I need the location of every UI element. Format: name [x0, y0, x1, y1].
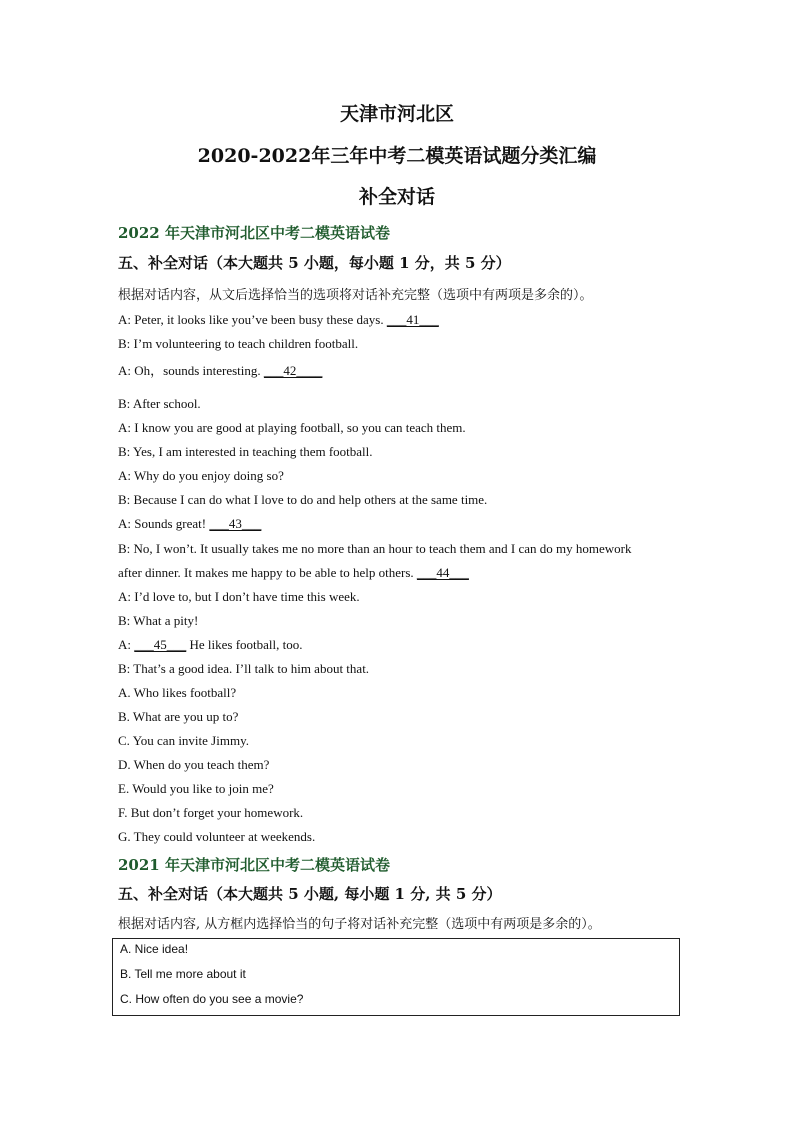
section-2022-question: 五、补全对话（本大题共 5 小题，每小题 1 分，共 5 分） [118, 254, 511, 272]
dialogue-text: B: Because I can do what I love to do and help others at the same time. [118, 492, 488, 507]
dialogue-text: B: What a pity! [118, 613, 199, 628]
dialogue-line [118, 420, 466, 436]
dialogue-text: A: Sounds great! [118, 516, 210, 531]
option-item: C. You can invite Jimmy. [118, 733, 249, 748]
dialogue-text: B: That’s a good idea. I’ll talk to him about that. [118, 661, 370, 676]
dialogue-line [118, 360, 322, 379]
dialogue-text: A: Peter, it looks like you’ve been busy these days. [118, 312, 387, 327]
dialogue-text: B: I’m volunteering to teach children football. [118, 336, 359, 351]
dialogue-text: A: [118, 637, 135, 652]
dialogue-line [118, 396, 201, 412]
section-2021-instruction: 根据对话内容, 从方框内选择恰当的句子将对话补充完整（选项中有两项是多余的）。 [118, 917, 601, 932]
section-2021-heading: 2021 年天津市河北区中考二模英语试卷 [118, 856, 390, 874]
dialogue-line [118, 637, 303, 653]
box-option: C. How often do you see a movie? [120, 992, 304, 1006]
option-item: D. When do you teach them? [118, 757, 270, 772]
dialogue-text: B: After school. [118, 396, 201, 411]
dialogue-line [118, 565, 469, 581]
option-item: A. Who likes football? [118, 685, 237, 700]
box-option: A. Nice idea! [120, 942, 189, 956]
answer-blank: ___44___ [416, 565, 469, 580]
option-item: E. Would you like to join me? [118, 781, 274, 796]
dialogue-line [118, 492, 487, 508]
option-item: B. What are you up to? [118, 709, 239, 724]
answer-blank: ___42____ [263, 363, 323, 378]
answer-blank: ___41___ [386, 312, 439, 327]
section-2022-instruction: 根据对话内容，从文后选择恰当的选项将对话补充完整（选项中有两项是多余的）。 [118, 288, 593, 303]
dialogue-line [118, 444, 373, 460]
dialogue-text: after dinner. It makes me happy to be able to help others. [118, 565, 417, 580]
dialogue-line [118, 661, 369, 677]
dialogue-text: A: I know you are good at playing football, so you can teach them. [118, 420, 466, 435]
dialogue-line [118, 312, 439, 328]
dialogue-text: B: No, I won’t. It usually takes me no more than an hour to teach them and I can do my homework [118, 541, 632, 556]
section-2021-question: 五、补全对话（本大题共 5 小题, 每小题 1 分, 共 5 分） [118, 885, 502, 903]
box-option: B. Tell me more about it [120, 967, 246, 981]
dialogue-line [118, 516, 261, 532]
dialogue-text: He likes football, too. [186, 637, 303, 652]
dialogue-text: A: I’d love to, but I don’t have time this week. [118, 589, 360, 604]
answer-blank: ___43___ [209, 516, 262, 531]
dialogue-line [118, 613, 198, 629]
dialogue-text: B: Yes, I am interested in teaching them football. [118, 444, 373, 459]
region-title: 天津市河北区 [339, 103, 454, 125]
dialogue-line [118, 336, 358, 352]
dialogue-line [118, 468, 284, 484]
dialogue-line [118, 589, 360, 605]
option-item: F. But don’t forget your homework. [118, 805, 304, 820]
options-box [112, 938, 680, 1016]
subject-title: 2020-2022年三年中考二模英语试题分类汇编 [197, 145, 597, 167]
dialogue-text: A: Why do you enjoy doing so? [118, 468, 284, 483]
dialogue-text: A: Oh，sounds interesting. [118, 363, 264, 378]
section-2022-heading: 2022 年天津市河北区中考二模英语试卷 [118, 224, 390, 242]
topic-title: 补全对话 [358, 186, 435, 208]
dialogue-line [118, 541, 632, 557]
answer-blank: ___45___ [134, 637, 187, 652]
option-item: G. They could volunteer at weekends. [118, 829, 316, 844]
